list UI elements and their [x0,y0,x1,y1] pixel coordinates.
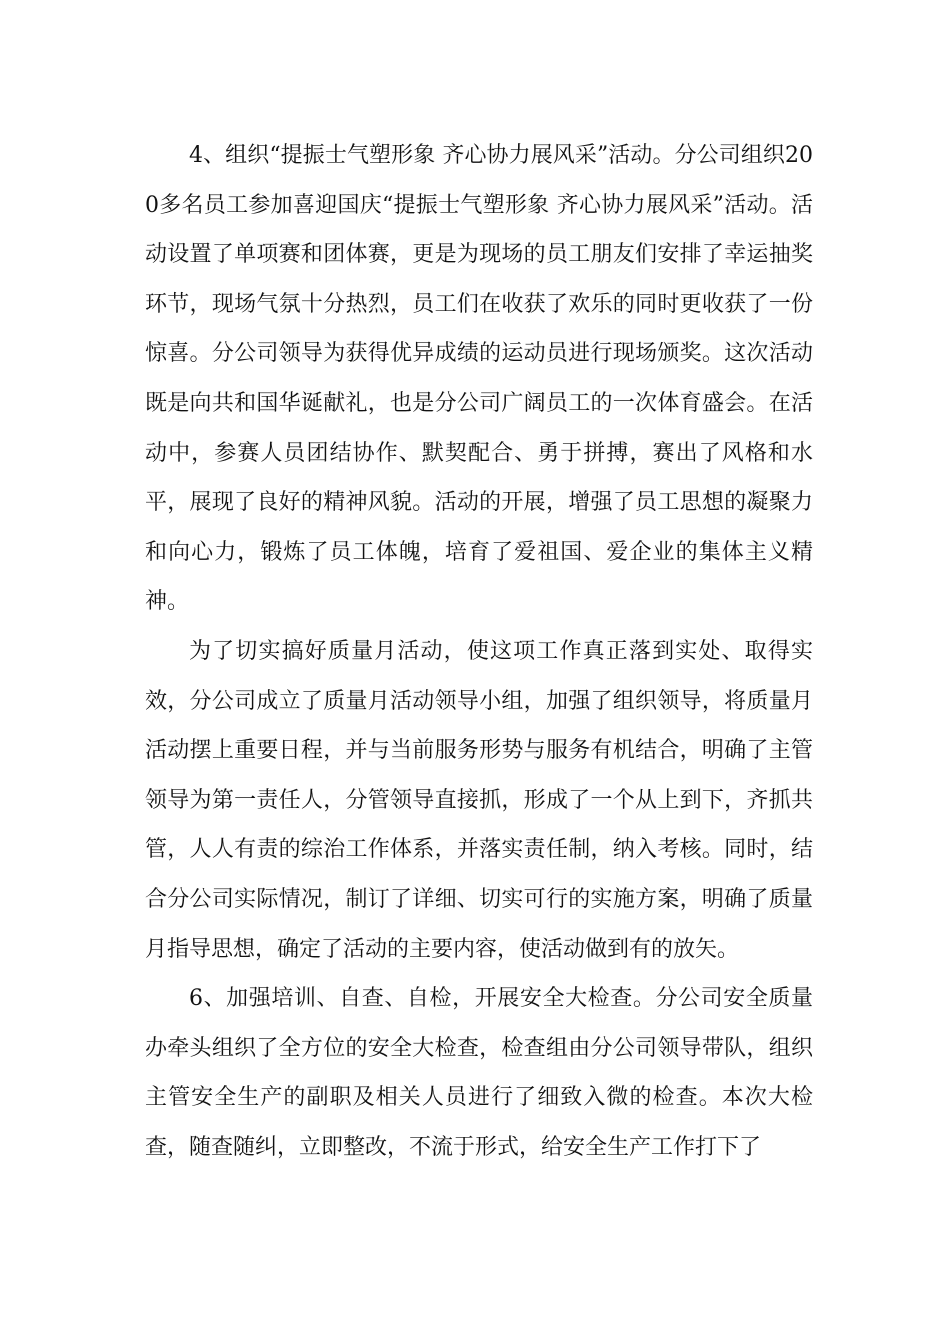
paragraph-quality-month: 为了切实搞好质量月活动，使这项工作真正落到实处、取得实效，分公司成立了质量月活动领导小组，加强了组织领导，将质量月活动摆上重要日程，并与当前服务形势与服务有机结合，明确了主管领导为第一责任人，分管领导直接抓，形成了一个从上到下，齐抓共管，人人有责的综治工作体系，并落实责任制，纳入考核。同时，结合分公司实际情况，制订了详细、切实可行的实施方案，明确了质量月指导思想，确定了活动的主要内容，使活动做到有的放矢。 [145,638,813,962]
document-body [145,131,813,1172]
paragraph-safety-inspection: 6、加强培训、自查、自检，开展安全大检查。分公司安全质量办牵头组织了全方位的安全大检查，检查组由分公司领导带队，组织主管安全生产的副职及相关人员进行了细致入微的检查。本次大检查，随查随纠，立即整改，不流于形式，给安全生产工作打下了 [145,986,813,1160]
paragraph-activity: 4、组织“提振士气塑形象 齐心协力展风采”活动。分公司组织200多名员工参加喜迎国庆“提振士气塑形象 齐心协力展风采”活动。活动设置了单项赛和团体赛，更是为现场的员工朋友们安排了幸运抽奖环节，现场气氛十分热烈，员工们在收获了欢乐的同时更收获了一份惊喜。分公司领导为获得优异成绩的运动员进行现场颁奖。这次活动既是向共和国华诞献礼，也是分公司广阔员工的一次体育盛会。在活动中，参赛人员团结协作、默契配合、勇于拼搏，赛出了风格和水平，展现了良好的精神风貌。活动的开展，增强了员工思想的凝聚力和向心力，锻炼了员工体魄，培育了爱祖国、爱企业的集体主义精神。 [145,143,813,615]
